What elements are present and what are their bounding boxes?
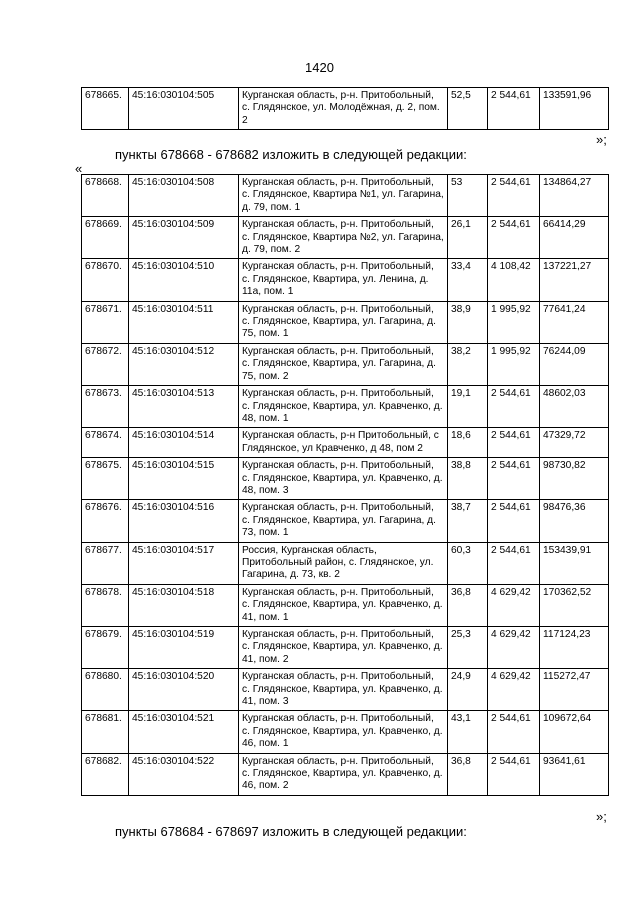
cadastral-value-cell: 153439,91 xyxy=(540,542,609,584)
address-cell: Курганская область, р-н. Притобольный, с. Глядянское, Квартира, ул. Кравченко, д. 48, пом. 1 xyxy=(239,386,448,428)
closing-quote: »; xyxy=(596,809,607,824)
cadastral-number-cell: 45:16:030104:509 xyxy=(129,217,239,259)
cadastral-number-cell: 45:16:030104:518 xyxy=(129,584,239,626)
row-number-cell: 678682. xyxy=(82,753,129,795)
area-cell: 60,3 xyxy=(448,542,488,584)
table-row xyxy=(82,301,609,343)
row-number-cell: 678681. xyxy=(82,711,129,753)
closing-quote: »; xyxy=(596,132,607,147)
area-cell: 52,5 xyxy=(448,88,488,130)
table-row xyxy=(82,88,609,130)
area-cell: 36,8 xyxy=(448,584,488,626)
rate-cell: 4 629,42 xyxy=(488,669,540,711)
rate-cell: 2 544,61 xyxy=(488,542,540,584)
cadastral-number-cell: 45:16:030104:512 xyxy=(129,343,239,385)
cadastral-number-cell: 45:16:030104:522 xyxy=(129,753,239,795)
address-cell: Курганская область, р-н. Притобольный, с. Глядянское, Квартира, ул. Кравченко, д. 46, пом. 2 xyxy=(239,753,448,795)
area-cell: 38,7 xyxy=(448,500,488,542)
cadastral-value-cell: 137221,27 xyxy=(540,259,609,301)
cadastral-value-cell: 47329,72 xyxy=(540,428,609,458)
row-number-cell: 678678. xyxy=(82,584,129,626)
area-cell: 53 xyxy=(448,175,488,217)
cadastral-number-cell: 45:16:030104:505 xyxy=(129,88,239,130)
cadastral-value-cell: 133591,96 xyxy=(540,88,609,130)
cadastral-value-cell: 98476,36 xyxy=(540,500,609,542)
table-row xyxy=(82,386,609,428)
registry-table-main xyxy=(81,174,609,796)
address-cell: Курганская область, р-н. Притобольный, с. Глядянское, Квартира, ул. Кравченко, д. 41, пом. 3 xyxy=(239,669,448,711)
page-number: 1420 xyxy=(305,60,334,75)
cadastral-number-cell: 45:16:030104:511 xyxy=(129,301,239,343)
table-row xyxy=(82,669,609,711)
rate-cell: 4 629,42 xyxy=(488,584,540,626)
area-cell: 38,9 xyxy=(448,301,488,343)
rate-cell: 2 544,61 xyxy=(488,458,540,500)
row-number-cell: 678675. xyxy=(82,458,129,500)
cadastral-number-cell: 45:16:030104:519 xyxy=(129,627,239,669)
table-row xyxy=(82,343,609,385)
cadastral-number-cell: 45:16:030104:515 xyxy=(129,458,239,500)
table-row xyxy=(82,259,609,301)
table-row xyxy=(82,428,609,458)
cadastral-value-cell: 109672,64 xyxy=(540,711,609,753)
area-cell: 26,1 xyxy=(448,217,488,259)
cadastral-number-cell: 45:16:030104:510 xyxy=(129,259,239,301)
table-row xyxy=(82,542,609,584)
address-cell: Курганская область, р-н. Притобольный, с. Глядянское, Квартира, ул. Ленина, д. 11а, пом. 1 xyxy=(239,259,448,301)
cadastral-value-cell: 93641,61 xyxy=(540,753,609,795)
address-cell: Курганская область, р-н. Притобольный, с. Глядянское, Квартира №2, ул. Гагарина, д. 79, пом. 2 xyxy=(239,217,448,259)
row-number-cell: 678677. xyxy=(82,542,129,584)
rate-cell: 2 544,61 xyxy=(488,753,540,795)
address-cell: Курганская область, р-н. Притобольный, с. Глядянское, Квартира, ул. Кравченко, д. 41, пом. 1 xyxy=(239,584,448,626)
address-cell: Курганская область, р-н. Притобольный, с. Глядянское, Квартира, ул. Кравченко, д. 48, пом. 3 xyxy=(239,458,448,500)
table-row xyxy=(82,753,609,795)
cadastral-number-cell: 45:16:030104:521 xyxy=(129,711,239,753)
area-cell: 25,3 xyxy=(448,627,488,669)
area-cell: 19,1 xyxy=(448,386,488,428)
rate-cell: 4 629,42 xyxy=(488,627,540,669)
cadastral-value-cell: 66414,29 xyxy=(540,217,609,259)
row-number-cell: 678680. xyxy=(82,669,129,711)
cadastral-value-cell: 117124,23 xyxy=(540,627,609,669)
row-number-cell: 678665. xyxy=(82,88,129,130)
cadastral-value-cell: 48602,03 xyxy=(540,386,609,428)
area-cell: 43,1 xyxy=(448,711,488,753)
table-row xyxy=(82,217,609,259)
rate-cell: 2 544,61 xyxy=(488,711,540,753)
rate-cell: 1 995,92 xyxy=(488,343,540,385)
address-cell: Россия, Курганская область, Притобольный район, с. Глядянское, ул. Гагарина, д. 73, кв. 2 xyxy=(239,542,448,584)
address-cell: Курганская область, р-н. Притобольный, с. Глядянское, Квартира, ул. Кравченко, д. 46, пом. 1 xyxy=(239,711,448,753)
rate-cell: 1 995,92 xyxy=(488,301,540,343)
table-row xyxy=(82,584,609,626)
table-row xyxy=(82,458,609,500)
row-number-cell: 678672. xyxy=(82,343,129,385)
row-number-cell: 678679. xyxy=(82,627,129,669)
row-number-cell: 678670. xyxy=(82,259,129,301)
address-cell: Курганская область, р-н. Притобольный, с. Глядянское, Квартира №1, ул. Гагарина, д. 79, пом. 1 xyxy=(239,175,448,217)
area-cell: 38,2 xyxy=(448,343,488,385)
address-cell: Курганская область, р-н. Притобольный, с. Глядянское, Квартира, ул. Кравченко, д. 41, пом. 2 xyxy=(239,627,448,669)
row-number-cell: 678669. xyxy=(82,217,129,259)
area-cell: 36,8 xyxy=(448,753,488,795)
amendment-instruction: пункты 678668 - 678682 изложить в следующей редакции: xyxy=(115,147,467,162)
row-number-cell: 678668. xyxy=(82,175,129,217)
rate-cell: 2 544,61 xyxy=(488,386,540,428)
address-cell: Курганская область, р-н. Притобольный, с. Глядянское, ул. Молодёжная, д. 2, пом. 2 xyxy=(239,88,448,130)
address-cell: Курганская область, р-н. Притобольный, с. Глядянское, Квартира, ул. Гагарина, д. 75, пом. 1 xyxy=(239,301,448,343)
cadastral-number-cell: 45:16:030104:516 xyxy=(129,500,239,542)
row-number-cell: 678671. xyxy=(82,301,129,343)
area-cell: 33,4 xyxy=(448,259,488,301)
registry-table-top xyxy=(81,87,609,130)
area-cell: 18,6 xyxy=(448,428,488,458)
rate-cell: 2 544,61 xyxy=(488,500,540,542)
cadastral-value-cell: 170362,52 xyxy=(540,584,609,626)
table-row xyxy=(82,500,609,542)
cadastral-value-cell: 115272,47 xyxy=(540,669,609,711)
cadastral-value-cell: 134864,27 xyxy=(540,175,609,217)
address-cell: Курганская область, р-н. Притобольный, с. Глядянское, Квартира, ул. Гагарина, д. 73, пом. 1 xyxy=(239,500,448,542)
cadastral-value-cell: 98730,82 xyxy=(540,458,609,500)
cadastral-number-cell: 45:16:030104:514 xyxy=(129,428,239,458)
row-number-cell: 678676. xyxy=(82,500,129,542)
opening-quote: « xyxy=(75,161,83,176)
amendment-instruction: пункты 678684 - 678697 изложить в следующей редакции: xyxy=(115,824,467,839)
cadastral-value-cell: 77641,24 xyxy=(540,301,609,343)
cadastral-number-cell: 45:16:030104:508 xyxy=(129,175,239,217)
address-cell: Курганская область, р-н Притобольный, с Глядянское, ул Кравченко, д 48, пом 2 xyxy=(239,428,448,458)
address-cell: Курганская область, р-н. Притобольный, с. Глядянское, Квартира, ул. Гагарина, д. 75, пом. 2 xyxy=(239,343,448,385)
table-row xyxy=(82,175,609,217)
rate-cell: 2 544,61 xyxy=(488,175,540,217)
area-cell: 24,9 xyxy=(448,669,488,711)
cadastral-number-cell: 45:16:030104:520 xyxy=(129,669,239,711)
cadastral-value-cell: 76244,09 xyxy=(540,343,609,385)
row-number-cell: 678673. xyxy=(82,386,129,428)
table-row xyxy=(82,711,609,753)
table-row xyxy=(82,627,609,669)
rate-cell: 2 544,61 xyxy=(488,428,540,458)
cadastral-number-cell: 45:16:030104:513 xyxy=(129,386,239,428)
row-number-cell: 678674. xyxy=(82,428,129,458)
cadastral-number-cell: 45:16:030104:517 xyxy=(129,542,239,584)
rate-cell: 2 544,61 xyxy=(488,88,540,130)
rate-cell: 2 544,61 xyxy=(488,217,540,259)
rate-cell: 4 108,42 xyxy=(488,259,540,301)
area-cell: 38,8 xyxy=(448,458,488,500)
